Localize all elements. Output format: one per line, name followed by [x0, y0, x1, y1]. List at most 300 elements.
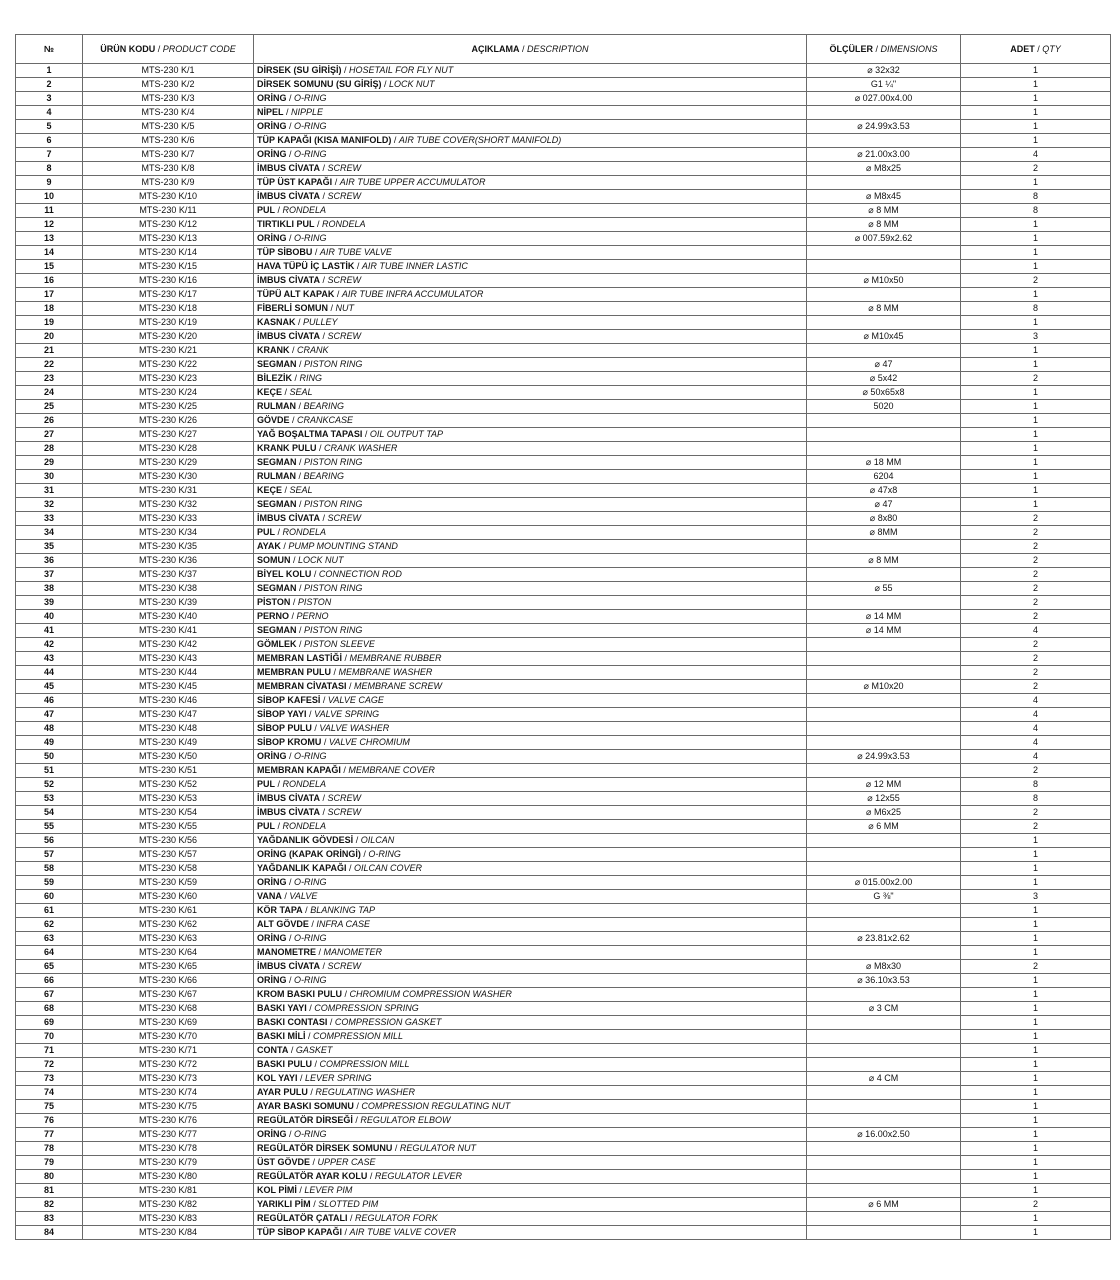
quantity: 1	[961, 1016, 1111, 1030]
row-number: 24	[16, 386, 83, 400]
row-number: 73	[16, 1072, 83, 1086]
row-number: 6	[16, 134, 83, 148]
description-tr: İMBUS CİVATA	[257, 961, 320, 971]
description-tr: YAĞDANLIK KAPAĞI	[257, 863, 347, 873]
header-product-code	[83, 35, 254, 64]
dimensions: ⌀ 18 MM	[807, 456, 961, 470]
description-tr: ORİNG	[257, 933, 287, 943]
product-code: MTS-230 K/21	[83, 344, 254, 358]
description-separator: /	[327, 1017, 335, 1027]
description	[254, 1072, 807, 1086]
table-row	[16, 148, 1111, 162]
quantity: 2	[961, 680, 1111, 694]
table-row	[16, 78, 1111, 92]
product-code: MTS-230 K/60	[83, 890, 254, 904]
description	[254, 974, 807, 988]
dimensions	[807, 1058, 961, 1072]
description-tr: FİBERLİ SOMUN	[257, 303, 328, 313]
dimensions	[807, 1226, 961, 1240]
description-tr: PERNO	[257, 611, 290, 621]
dimensions	[807, 918, 961, 932]
description-en: INFRA CASE	[316, 919, 371, 929]
dimensions	[807, 1016, 961, 1030]
product-code: MTS-230 K/12	[83, 218, 254, 232]
description-en: SCREW	[327, 331, 362, 341]
quantity: 1	[961, 904, 1111, 918]
quantity: 1	[961, 134, 1111, 148]
table-row	[16, 176, 1111, 190]
dimensions: ⌀ 5x42	[807, 372, 961, 386]
dimensions: ⌀ M8x25	[807, 162, 961, 176]
description-tr: REGÜLATÖR ÇATALI	[257, 1213, 348, 1223]
quantity: 1	[961, 1044, 1111, 1058]
dimensions	[807, 246, 961, 260]
table-row	[16, 778, 1111, 792]
quantity: 1	[961, 246, 1111, 260]
description-separator: /	[290, 597, 298, 607]
product-code: MTS-230 K/36	[83, 554, 254, 568]
description-tr: İMBUS CİVATA	[257, 513, 320, 523]
description	[254, 442, 807, 456]
description	[254, 1058, 807, 1072]
dimensions	[807, 1030, 961, 1044]
description-en: CRANK	[297, 345, 329, 355]
description-en: OILCAN	[360, 835, 395, 845]
description-en: REGULATOR LEVER	[374, 1171, 463, 1181]
table-row	[16, 834, 1111, 848]
dimensions	[807, 596, 961, 610]
row-number: 65	[16, 960, 83, 974]
quantity: 2	[961, 806, 1111, 820]
product-code: MTS-230 K/56	[83, 834, 254, 848]
table-row	[16, 932, 1111, 946]
product-code: MTS-230 K/11	[83, 204, 254, 218]
row-number: 36	[16, 554, 83, 568]
product-code: MTS-230 K/64	[83, 946, 254, 960]
description-separator: /	[334, 289, 342, 299]
description-separator: /	[316, 947, 324, 957]
table-row	[16, 1016, 1111, 1030]
description-separator: /	[297, 1073, 306, 1083]
table-row	[16, 498, 1111, 512]
header-code-tr: ÜRÜN KODU	[100, 44, 156, 54]
row-number: 83	[16, 1212, 83, 1226]
table-row	[16, 302, 1111, 316]
product-code: MTS-230 K/30	[83, 470, 254, 484]
description-tr: BASKI MİLİ	[257, 1031, 306, 1041]
row-number: 56	[16, 834, 83, 848]
quantity: 2	[961, 372, 1111, 386]
product-code: MTS-230 K/35	[83, 540, 254, 554]
description	[254, 596, 807, 610]
description-en: SCREW	[327, 961, 362, 971]
description-tr: SİBOP KROMU	[257, 737, 322, 747]
description-en: BLANKING TAP	[310, 905, 376, 915]
row-number: 82	[16, 1198, 83, 1212]
description-separator: /	[275, 527, 283, 537]
description-tr: GÖVDE	[257, 415, 290, 425]
header-qty-en: QTY	[1042, 44, 1061, 54]
description-tr: RULMAN	[257, 471, 296, 481]
description-en: MEMBRANE COVER	[348, 765, 435, 775]
description-separator: /	[290, 555, 299, 565]
row-number: 13	[16, 232, 83, 246]
description-en: AIR TUBE VALVE	[319, 247, 392, 257]
description-tr: AYAR PULU	[257, 1087, 308, 1097]
product-code: MTS-230 K/80	[83, 1170, 254, 1184]
description-en: VALVE CAGE	[327, 695, 384, 705]
dimensions: ⌀ 027.00x4.00	[807, 92, 961, 106]
dimensions	[807, 1044, 961, 1058]
description	[254, 1100, 807, 1114]
row-number: 62	[16, 918, 83, 932]
product-code: MTS-230 K/67	[83, 988, 254, 1002]
description	[254, 904, 807, 918]
description	[254, 428, 807, 442]
table-row	[16, 568, 1111, 582]
quantity: 1	[961, 1086, 1111, 1100]
header-dim-en: DIMENSIONS	[880, 44, 938, 54]
description-tr: İMBUS CİVATA	[257, 275, 320, 285]
quantity: 1	[961, 484, 1111, 498]
product-code: MTS-230 K/37	[83, 568, 254, 582]
product-code: MTS-230 K/77	[83, 1128, 254, 1142]
product-code: MTS-230 K/70	[83, 1030, 254, 1044]
row-number: 64	[16, 946, 83, 960]
table-row	[16, 204, 1111, 218]
row-number: 39	[16, 596, 83, 610]
table-row	[16, 918, 1111, 932]
table-row	[16, 218, 1111, 232]
table-row	[16, 1044, 1111, 1058]
table-row	[16, 554, 1111, 568]
dimensions: G ⅜"	[807, 890, 961, 904]
product-code: MTS-230 K/57	[83, 848, 254, 862]
dimensions: ⌀ 8 MM	[807, 218, 961, 232]
description	[254, 1184, 807, 1198]
dimensions	[807, 260, 961, 274]
dimensions: ⌀ 23.81x2.62	[807, 932, 961, 946]
header-code-en: PRODUCT CODE	[162, 44, 236, 54]
quantity: 2	[961, 960, 1111, 974]
dimensions	[807, 946, 961, 960]
dimensions: ⌀ 14 MM	[807, 624, 961, 638]
description	[254, 120, 807, 134]
description-en: NUT	[335, 303, 355, 313]
row-number: 21	[16, 344, 83, 358]
description	[254, 1212, 807, 1226]
table-row	[16, 722, 1111, 736]
product-code: MTS-230 K/52	[83, 778, 254, 792]
description-separator: /	[280, 541, 289, 551]
description-separator: /	[302, 905, 311, 915]
table-row	[16, 638, 1111, 652]
quantity: 1	[961, 260, 1111, 274]
quantity: 1	[961, 876, 1111, 890]
description	[254, 554, 807, 568]
product-code: MTS-230 K/14	[83, 246, 254, 260]
description	[254, 330, 807, 344]
description-separator: /	[320, 695, 328, 705]
description-separator: /	[292, 373, 300, 383]
product-code: MTS-230 K/7	[83, 148, 254, 162]
dimensions: ⌀ 8 MM	[807, 204, 961, 218]
quantity: 8	[961, 190, 1111, 204]
description-tr: AYAK	[257, 541, 281, 551]
description-en: O-RING	[294, 751, 327, 761]
description-separator: /	[320, 513, 328, 523]
row-number: 10	[16, 190, 83, 204]
description-separator: /	[282, 485, 290, 495]
description-tr: KOL YAYI	[257, 1073, 298, 1083]
description-en: PISTON RING	[304, 499, 363, 509]
description-separator: /	[320, 275, 328, 285]
description-en: PISTON RING	[304, 583, 363, 593]
table-row	[16, 1142, 1111, 1156]
description-en: PISTON RING	[304, 625, 363, 635]
description-en: O-RING	[294, 975, 327, 985]
table-row	[16, 708, 1111, 722]
description	[254, 932, 807, 946]
parts-table	[15, 34, 1111, 1240]
description	[254, 386, 807, 400]
description-tr: SİBOP YAYI	[257, 709, 307, 719]
description-tr: TÜP SİBOBU	[257, 247, 313, 257]
description-tr: REGÜLATÖR DİRSEK SOMUNU	[257, 1143, 393, 1153]
description-tr: AYAR BASKI SOMUNU	[257, 1101, 354, 1111]
row-number: 58	[16, 862, 83, 876]
table-body	[16, 64, 1111, 1240]
description	[254, 1044, 807, 1058]
quantity: 1	[961, 1226, 1111, 1240]
product-code: MTS-230 K/34	[83, 526, 254, 540]
description-en: MEMBRANE WASHER	[338, 667, 433, 677]
dimensions: ⌀ M6x25	[807, 806, 961, 820]
product-code: MTS-230 K/9	[83, 176, 254, 190]
table-row	[16, 680, 1111, 694]
description-tr: PUL	[257, 779, 275, 789]
description-tr: PUL	[257, 527, 275, 537]
product-code: MTS-230 K/58	[83, 862, 254, 876]
row-number: 70	[16, 1030, 83, 1044]
product-code: MTS-230 K/24	[83, 386, 254, 400]
product-code: MTS-230 K/44	[83, 666, 254, 680]
description-tr: VANA	[257, 891, 282, 901]
row-number: 29	[16, 456, 83, 470]
description	[254, 792, 807, 806]
description-tr: TIRTIKLI PUL	[257, 219, 315, 229]
dimensions: ⌀ 24.99x3.53	[807, 750, 961, 764]
description-tr: ALT GÖVDE	[257, 919, 309, 929]
product-code: MTS-230 K/76	[83, 1114, 254, 1128]
row-number: 61	[16, 904, 83, 918]
table-row	[16, 1086, 1111, 1100]
row-number: 60	[16, 890, 83, 904]
row-number: 35	[16, 540, 83, 554]
description	[254, 568, 807, 582]
parts-list	[15, 34, 1107, 1240]
description-separator: /	[286, 975, 295, 985]
row-number: 34	[16, 526, 83, 540]
description-en: SCREW	[327, 513, 362, 523]
description-en: O-RING	[294, 877, 327, 887]
description-en: VALVE	[289, 891, 318, 901]
description-tr: KASNAK	[257, 317, 296, 327]
product-code: MTS-230 K/47	[83, 708, 254, 722]
product-code: MTS-230 K/20	[83, 330, 254, 344]
description-tr: SİBOP PULU	[257, 723, 312, 733]
description	[254, 1142, 807, 1156]
description-tr: MEMBRAN PULU	[257, 667, 331, 677]
row-number: 23	[16, 372, 83, 386]
description-en: AIR TUBE VALVE COVER	[349, 1227, 457, 1237]
product-code: MTS-230 K/25	[83, 400, 254, 414]
row-number: 4	[16, 106, 83, 120]
description	[254, 722, 807, 736]
description-separator: /	[296, 401, 304, 411]
row-number: 53	[16, 792, 83, 806]
table-row	[16, 666, 1111, 680]
description-separator: /	[346, 863, 355, 873]
dimensions: ⌀ 55	[807, 582, 961, 596]
quantity: 1	[961, 1184, 1111, 1198]
description-separator: /	[286, 233, 295, 243]
description-en: VALVE CHROMIUM	[328, 737, 410, 747]
quantity: 1	[961, 1128, 1111, 1142]
table-row	[16, 624, 1111, 638]
dimensions	[807, 862, 961, 876]
dimensions: ⌀ 47x8	[807, 484, 961, 498]
quantity: 1	[961, 918, 1111, 932]
description-separator: /	[331, 667, 339, 677]
quantity: 2	[961, 820, 1111, 834]
description-en: O-RING	[294, 933, 327, 943]
description	[254, 274, 807, 288]
quantity: 2	[961, 666, 1111, 680]
description-en: GASKET	[295, 1045, 333, 1055]
row-number: 17	[16, 288, 83, 302]
quantity: 2	[961, 652, 1111, 666]
dimensions: ⌀ 47	[807, 358, 961, 372]
product-code: MTS-230 K/84	[83, 1226, 254, 1240]
product-code: MTS-230 K/39	[83, 596, 254, 610]
row-number: 43	[16, 652, 83, 666]
dimensions	[807, 1086, 961, 1100]
description-separator: /	[320, 961, 328, 971]
quantity: 1	[961, 316, 1111, 330]
table-row	[16, 344, 1111, 358]
description	[254, 708, 807, 722]
description-separator: /	[391, 135, 399, 145]
row-number: 55	[16, 820, 83, 834]
description	[254, 316, 807, 330]
row-number: 27	[16, 428, 83, 442]
row-number: 66	[16, 974, 83, 988]
description	[254, 694, 807, 708]
product-code: MTS-230 K/10	[83, 190, 254, 204]
quantity: 1	[961, 470, 1111, 484]
quantity: 2	[961, 512, 1111, 526]
description-separator: /	[353, 835, 361, 845]
quantity: 8	[961, 778, 1111, 792]
description-en: SCREW	[327, 163, 362, 173]
description-tr: SİBOP KAFESİ	[257, 695, 321, 705]
description-separator: /	[340, 765, 349, 775]
description-tr: REGÜLATÖR DİRSEĞİ	[257, 1115, 353, 1125]
product-code: MTS-230 K/22	[83, 358, 254, 372]
table-row	[16, 988, 1111, 1002]
product-code: MTS-230 K/83	[83, 1212, 254, 1226]
dimensions	[807, 316, 961, 330]
row-number: 28	[16, 442, 83, 456]
product-code: MTS-230 K/51	[83, 764, 254, 778]
dimensions: ⌀ 8MM	[807, 526, 961, 540]
table-row	[16, 470, 1111, 484]
description-en: AIR TUBE INNER LASTIC	[361, 261, 468, 271]
table-row	[16, 134, 1111, 148]
table-row	[16, 848, 1111, 862]
description	[254, 190, 807, 204]
description-tr: PİSTON	[257, 597, 291, 607]
description-separator: /	[320, 163, 328, 173]
table-row	[16, 1128, 1111, 1142]
description-tr: MANOMETRE	[257, 947, 316, 957]
product-code: MTS-230 K/31	[83, 484, 254, 498]
dimensions	[807, 834, 961, 848]
quantity: 1	[961, 64, 1111, 78]
header-row	[16, 35, 1111, 64]
quantity: 1	[961, 456, 1111, 470]
description-en: O-RING	[294, 233, 327, 243]
description-en: LOCK NUT	[298, 555, 344, 565]
description-en: O-RING	[294, 149, 327, 159]
quantity: 1	[961, 974, 1111, 988]
quantity: 1	[961, 120, 1111, 134]
description-en: O-RING	[368, 849, 401, 859]
row-number: 76	[16, 1114, 83, 1128]
description-separator: /	[296, 471, 304, 481]
dimensions	[807, 442, 961, 456]
description-separator: /	[342, 989, 350, 999]
quantity: 1	[961, 400, 1111, 414]
description-en: O-RING	[294, 93, 327, 103]
product-code: MTS-230 K/61	[83, 904, 254, 918]
header-separator: /	[872, 44, 881, 54]
row-number: 75	[16, 1100, 83, 1114]
description-en: REGULATING WASHER	[315, 1087, 416, 1097]
description	[254, 288, 807, 302]
description-separator: /	[286, 149, 295, 159]
quantity: 2	[961, 540, 1111, 554]
description-tr: TÜP KAPAĞI (KISA MANIFOLD)	[257, 135, 392, 145]
description-en: COMPRESSION REGULATING NUT	[361, 1101, 511, 1111]
header-desc-tr: AÇIKLAMA	[471, 44, 520, 54]
description-tr: SEGMAN	[257, 583, 297, 593]
dimensions: ⌀ 8 MM	[807, 554, 961, 568]
table-row	[16, 1100, 1111, 1114]
product-code: MTS-230 K/45	[83, 680, 254, 694]
description	[254, 358, 807, 372]
description-en: MEMBRANE SCREW	[354, 681, 443, 691]
quantity: 2	[961, 162, 1111, 176]
description-en: COMPRESSION MILL	[313, 1031, 404, 1041]
description	[254, 736, 807, 750]
description-tr: DİRSEK (SU GİRİŞİ)	[257, 65, 342, 75]
quantity: 1	[961, 442, 1111, 456]
description-separator: /	[316, 443, 325, 453]
description-separator: /	[367, 1171, 375, 1181]
quantity: 1	[961, 1114, 1111, 1128]
